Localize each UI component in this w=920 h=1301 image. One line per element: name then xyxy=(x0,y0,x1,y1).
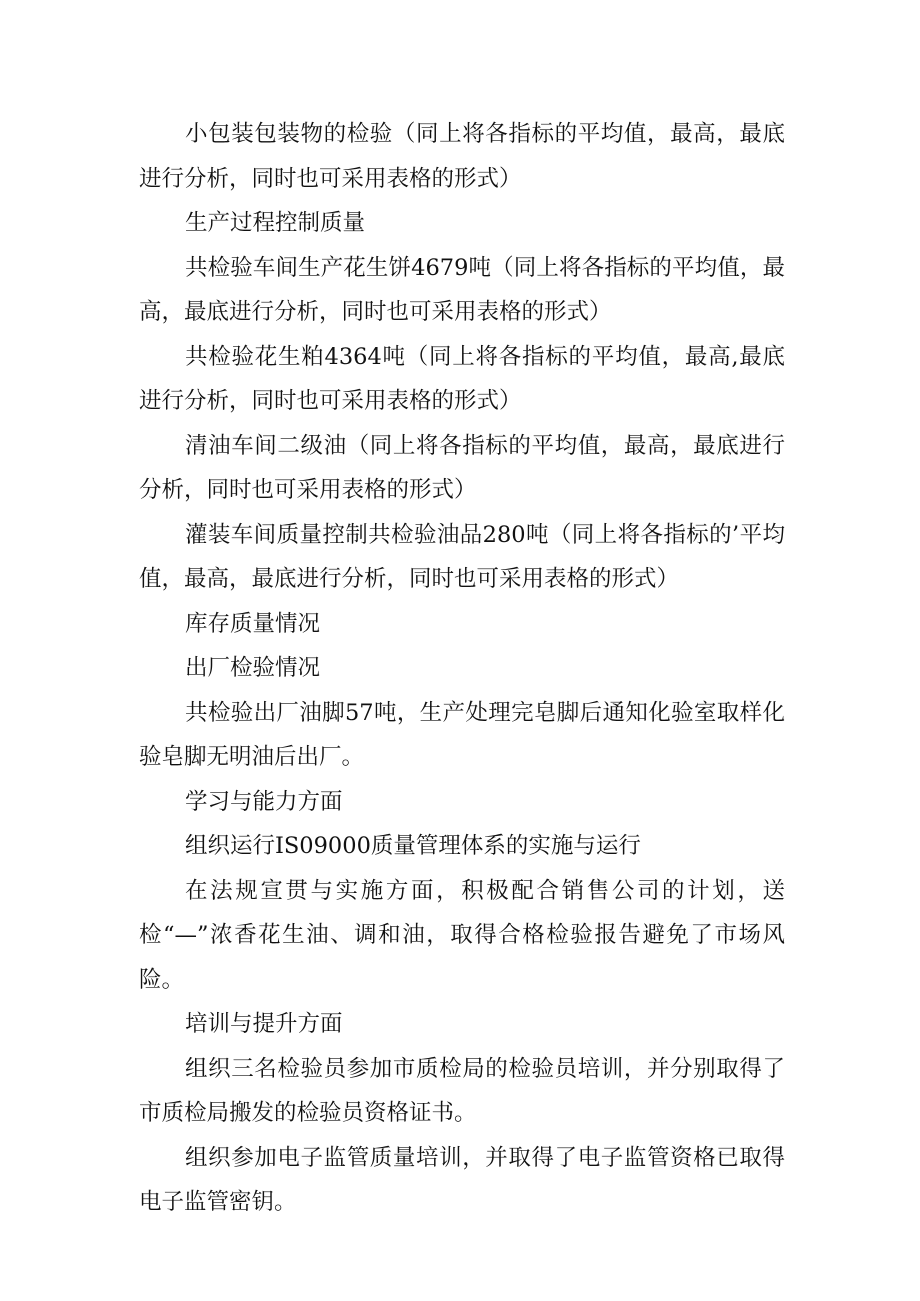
paragraph-second-grade-oil: 清油车间二级油（同上将各指标的平均值，最高，最底进行分析，同时也可采用表格的形式） xyxy=(139,432,785,503)
paragraph-inspector-training: 组织三名检验员参加市质检局的检验员培训，并分别取得了市质检局搬发的检验员资格证书。 xyxy=(139,1055,785,1126)
paragraph-peanut-meal-inspection: 共检验花生粕4364吨（同上将各指标的平均值，最高,最底进行分析，同时也可采用表格的形式） xyxy=(139,343,785,414)
paragraph-iso-system: 组织运行IS09000质量管理体系的实施与运行 xyxy=(185,833,641,859)
heading-production-quality-control: 生产过程控制质量 xyxy=(185,210,366,236)
heading-training-improvement: 培训与提升方面 xyxy=(185,1011,343,1037)
heading-learning-ability: 学习与能力方面 xyxy=(185,788,343,815)
paragraph-peanut-cake-inspection: 共检验车间生产花生饼4679吨（同上将各指标的平均值，最高，最底进行分析，同时也可采用表格的形式） xyxy=(139,254,785,325)
paragraph-small-package-inspection: 小包装包装物的检验（同上将各指标的平均值，最高，最底进行分析，同时也可采用表格的形式） xyxy=(139,121,785,192)
document-body xyxy=(139,112,785,1225)
paragraph-electronic-supervision: 组织参加电子监管质量培训，并取得了电子监管资格已取得电子监管密钥。 xyxy=(139,1144,785,1215)
heading-outgoing-inspection: 出厂检验情况 xyxy=(185,655,321,681)
paragraph-oil-foot-inspection: 共检验出厂油脚57吨，生产处理完皂脚后通知化验室取样化验皂脚无明油后出厂。 xyxy=(139,699,785,770)
paragraph-filling-workshop: 灌装车间质量控制共检验油品280吨（同上将各指标的’平均值，最高，最底进行分析，同时也可采用表格的形式） xyxy=(139,521,785,592)
heading-inventory-quality: 库存质量情况 xyxy=(185,610,321,637)
paragraph-regulation-implementation: 在法规宣贯与实施方面，积极配合销售公司的计划，送检“—”浓香花生油、调和油，取得合格检验报告避免了市场风险。 xyxy=(139,877,785,993)
